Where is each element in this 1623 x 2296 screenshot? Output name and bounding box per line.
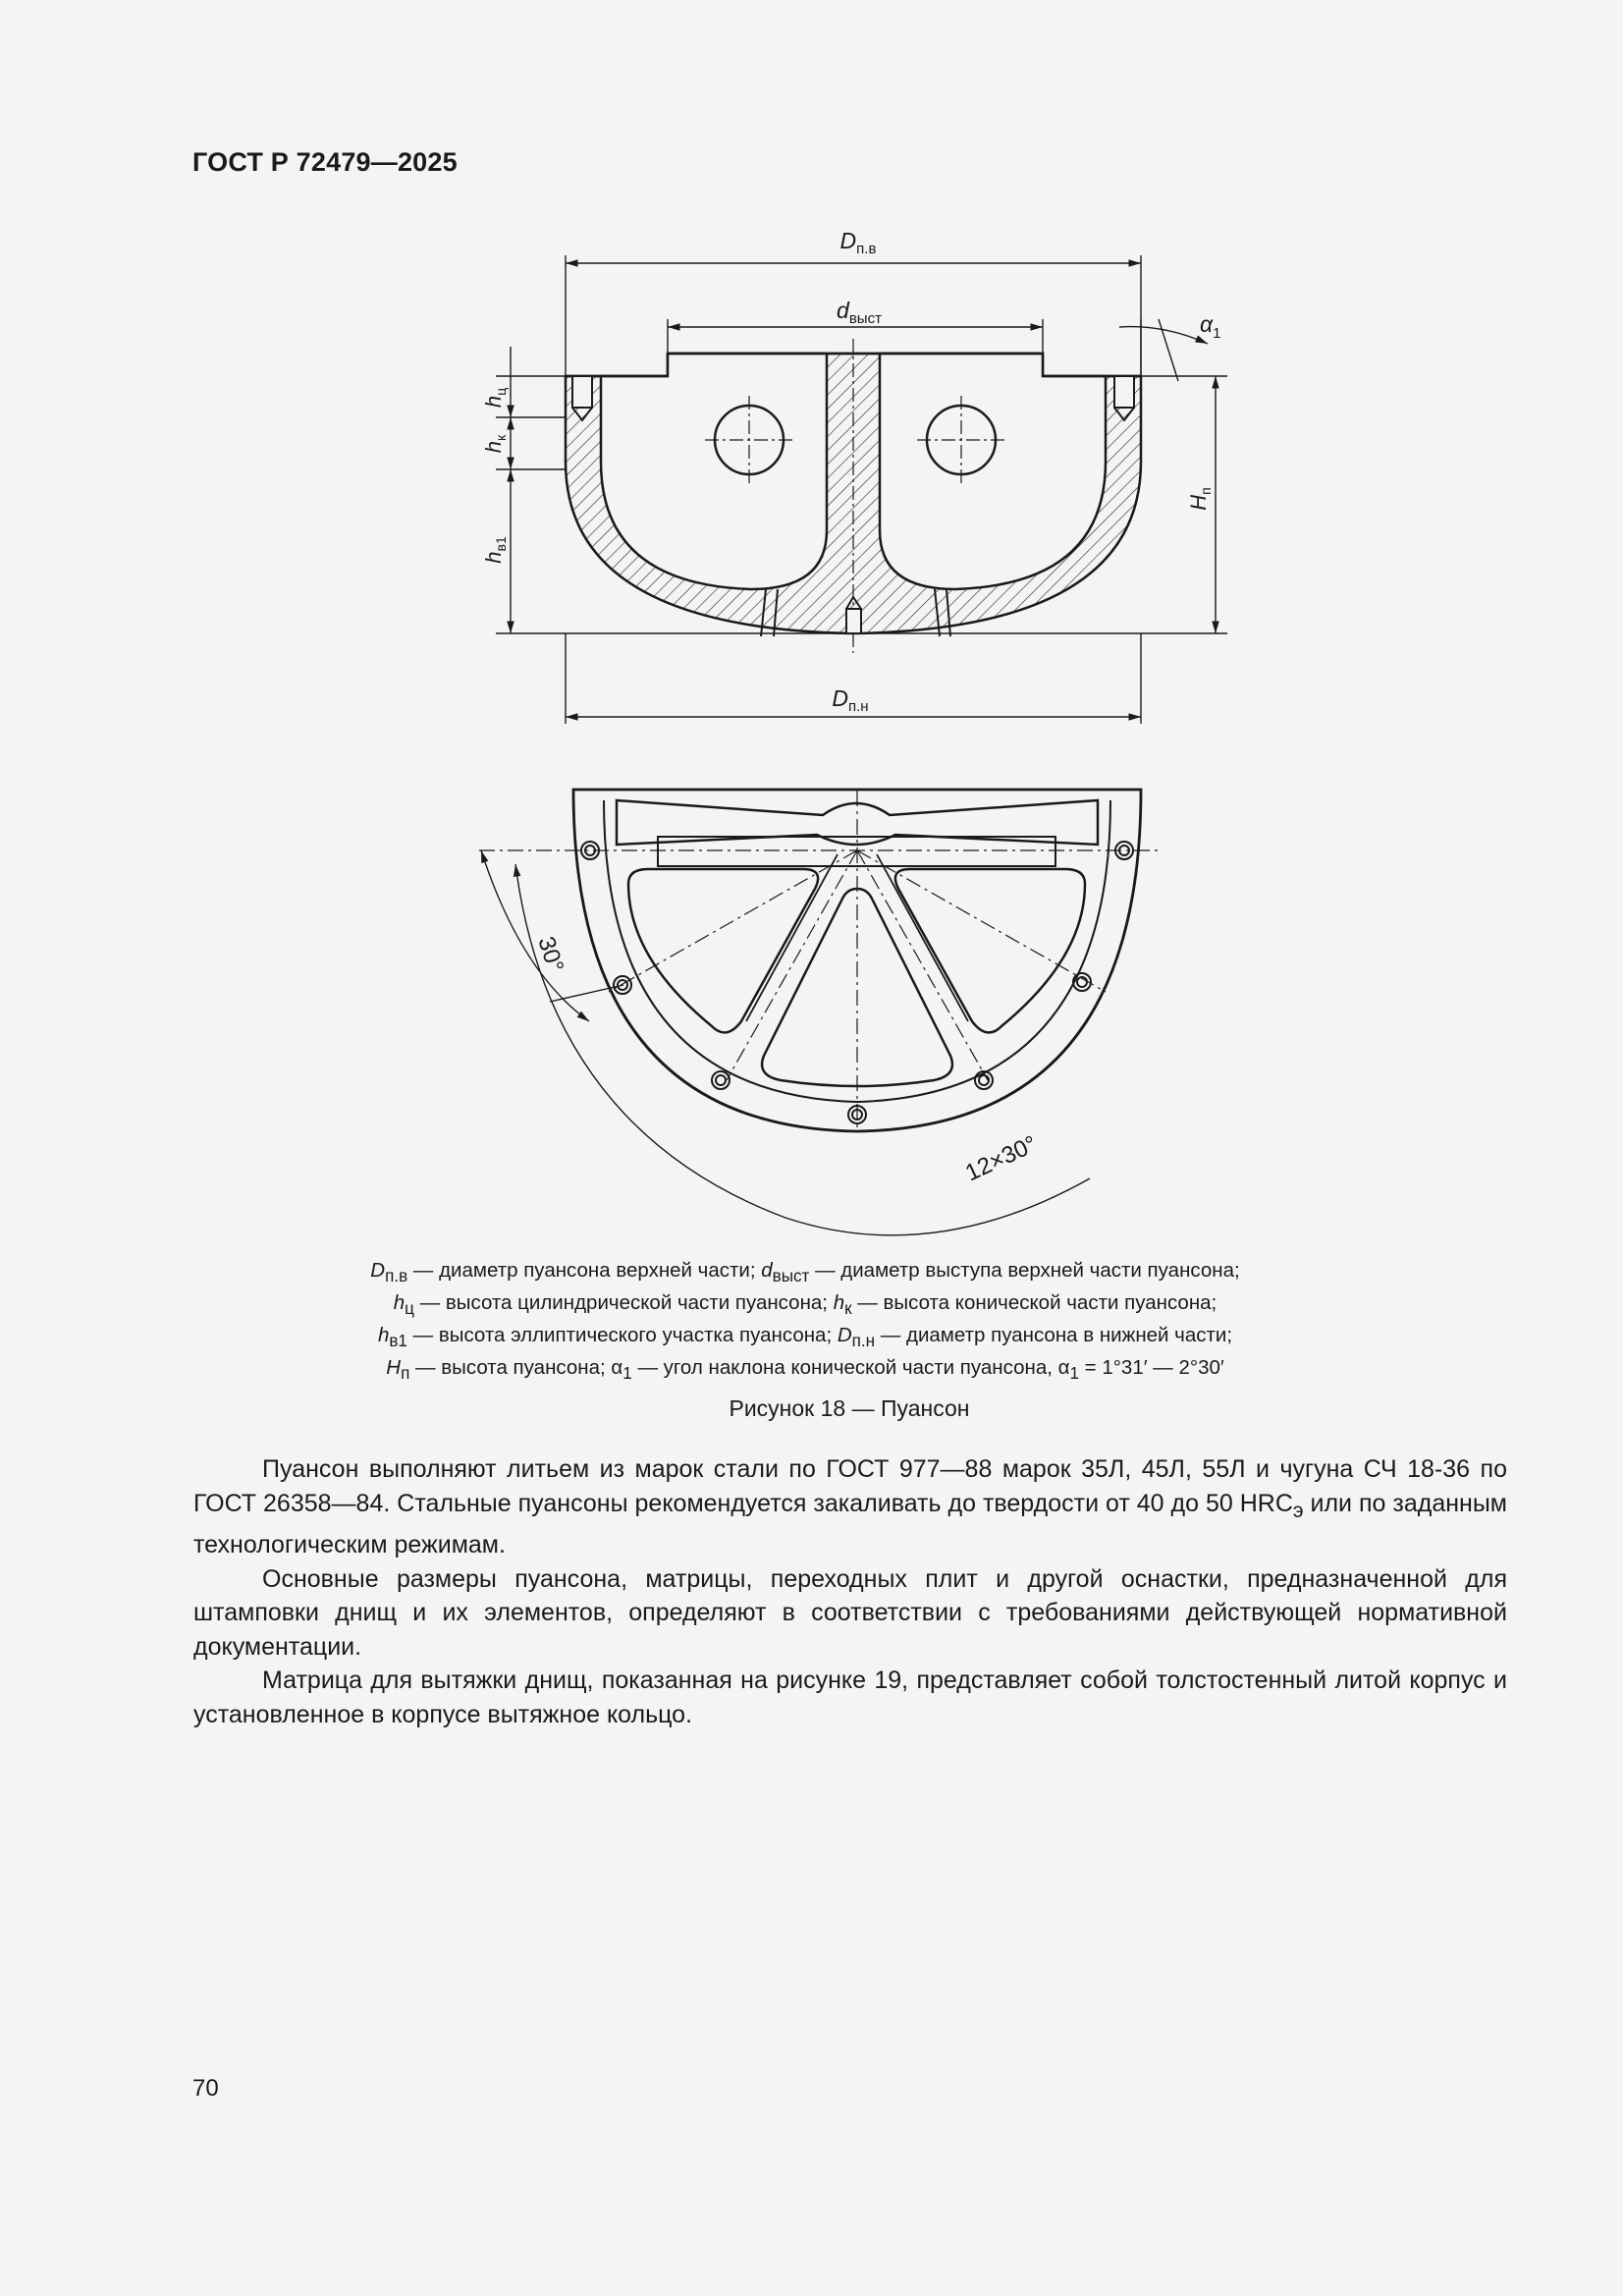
legend-line: $h_{в1}$ — высота эллиптического участка пуансона; $D_{п.н}$ — диаметр пуансона в нижней части;: [377, 1324, 1233, 1351]
svg-text:Dп.н: $D_{п.н}$: [832, 685, 869, 715]
punch-section-view: [566, 339, 1141, 653]
figure-legend: [295, 1257, 1316, 1387]
paragraph-1: Пуансон выполняют литьем из марок стали по ГОСТ 977—88 марок 35Л, 45Л, 55Л и чугуна СЧ 18-36 по ГОСТ 26358—84. Стальные пуансоны рекомендуется закаливать до твердости от 40 до 50 $HRC_э$ или по заданным технологическим режимам.: [193, 1455, 1507, 1558]
dim-alpha1: α: [1200, 311, 1214, 337]
dim-H-p: H: [1186, 494, 1211, 511]
figure-caption: Рисунок 18 — Пуансон: [729, 1395, 970, 1421]
page-number: 70: [192, 2075, 219, 2102]
angle-12x30-label: 12×30°: [961, 1130, 1042, 1187]
svg-text:hк: $h_к$: [481, 434, 509, 454]
dim-h-c: h: [481, 395, 506, 409]
document-header: ГОСТ Р 72479—2025: [192, 147, 458, 177]
paragraph-2: Основные размеры пуансона, матрицы, переходных плит и другой оснастки, предназначенной для штамповки днищ и их элементов, определяют в соответствии с требованиями действующей нормативной документации.: [193, 1564, 1507, 1661]
legend-line: $D_{п.в}$ — диаметр пуансона верхней части; $d_{выст}$ — диаметр выступа верхней части пуансона;: [370, 1259, 1240, 1286]
legend-line: $H_п$ — высота пуансона; $\alpha_1$ — угол наклона конической части пуансона, $\alpha_1 = 1^\circ 31'$ — 2°30′: [386, 1356, 1224, 1384]
body-text: [193, 1452, 1507, 1731]
svg-text:hв1: $h_{в1}$: [481, 536, 509, 564]
svg-text:hц: $h_ц$: [481, 387, 509, 409]
legend-line: $h_ц$ — высота цилиндрической части пуансона; $h_к$ — высота конической части пуансона;: [393, 1291, 1217, 1319]
angle-labels: [532, 934, 1041, 1187]
dim-d-vyst: d: [837, 298, 849, 323]
dim-h-v1: h: [481, 551, 506, 564]
paragraph-3: Матрица для вытяжки днищ, показанная на рисунке 19, представляет собой толстостенный литой корпус и установленное в корпусе вытяжное кольцо.: [193, 1667, 1507, 1728]
dim-D-pv: D: [839, 228, 857, 253]
svg-text:Dп.в: $D_{п.в}$: [839, 228, 877, 257]
dim-D-pn: D: [832, 685, 849, 711]
dim-h-k: h: [481, 440, 506, 454]
svg-text:Hп: $H_п$: [1186, 487, 1214, 511]
punch-plan-view: [479, 790, 1159, 1235]
angle-30-label: 30°: [532, 933, 569, 976]
svg-text:dвыст: $d_{выст}$: [837, 298, 882, 327]
svg-text:α1: $\alpha_1$: [1200, 311, 1221, 342]
